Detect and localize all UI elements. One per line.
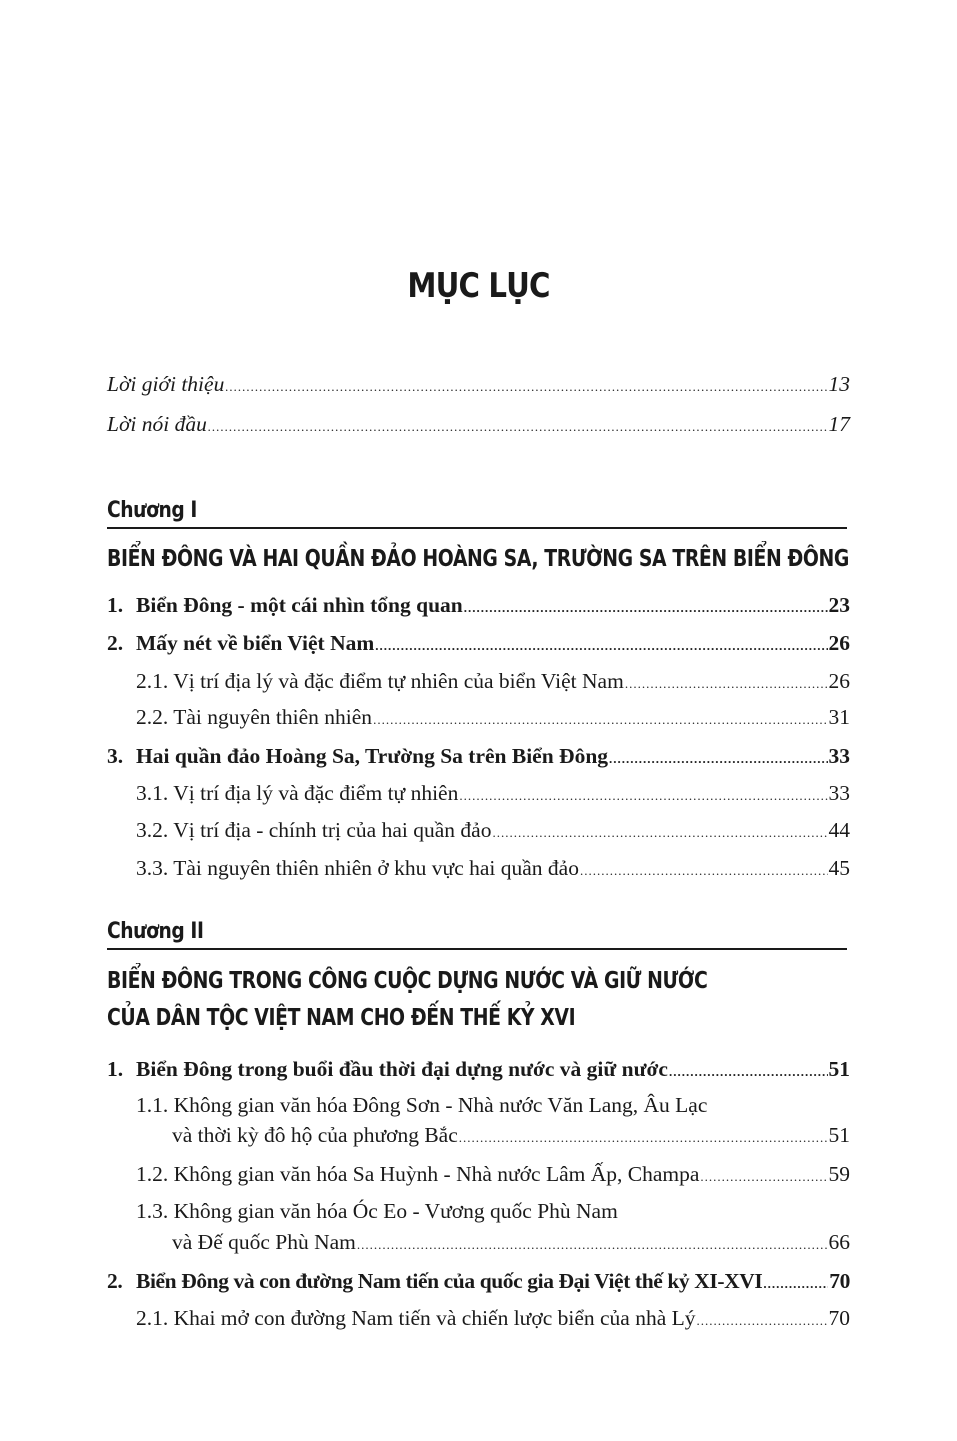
dot-leader <box>208 419 828 435</box>
page-number: 33 <box>828 781 850 805</box>
toc-entry <box>136 669 850 699</box>
entry-title: 3.2. Vị trí địa - chính trị của hai quần đảo <box>136 818 492 842</box>
chapter-label: Chương I <box>107 498 197 523</box>
page-number: 70 <box>828 1306 850 1330</box>
toc-entry <box>136 1162 850 1192</box>
toc-entry-continuation <box>172 1230 850 1260</box>
page-number: 17 <box>828 412 850 436</box>
entry-title: và Đế quốc Phù Nam <box>172 1230 356 1254</box>
entry-number: 1. <box>107 1057 124 1081</box>
entry-title: Lời nói đầu <box>107 412 207 436</box>
page-number: 26 <box>828 631 850 655</box>
page-number: 31 <box>828 705 850 729</box>
toc-entry <box>107 372 850 402</box>
page-number: 44 <box>828 818 850 842</box>
entry-number: 1. <box>107 593 124 617</box>
chapter-label: Chương II <box>107 919 204 944</box>
toc-entry <box>136 1199 850 1229</box>
chapter-heading: BIỂN ĐÔNG VÀ HAI QUẦN ĐẢO HOÀNG SA, TRƯỜNG SA TRÊN BIỂN ĐÔNG <box>107 546 849 572</box>
entry-title: 2.2. Tài nguyên thiên nhiên <box>136 705 373 729</box>
dot-leader <box>625 676 828 692</box>
page-number: 13 <box>828 372 850 396</box>
divider <box>107 948 847 950</box>
divider <box>107 527 847 529</box>
dot-leader <box>375 638 827 654</box>
page-number: 45 <box>828 856 850 880</box>
entry-number: 2. <box>107 631 124 655</box>
dot-leader <box>763 1276 828 1292</box>
dot-leader <box>357 1237 828 1253</box>
toc-entry <box>136 1306 850 1336</box>
toc-entry <box>107 631 850 661</box>
entry-title: 2.1. Vị trí địa lý và đặc điểm tự nhiên của biển Việt Nam <box>136 669 624 693</box>
chapter-heading: BIỂN ĐÔNG TRONG CÔNG CUỘC DỰNG NƯỚC VÀ GIỮ NƯỚC <box>107 968 708 994</box>
entry-number: 2. <box>107 1269 123 1293</box>
dot-leader <box>464 600 828 616</box>
entry-title: Biển Đông - một cái nhìn tổng quan <box>136 593 463 617</box>
dot-leader <box>459 1130 828 1146</box>
chapter-heading: CỦA DÂN TỘC VIỆT NAM CHO ĐẾN THẾ KỶ XVI <box>107 1005 576 1031</box>
dot-leader <box>459 788 827 804</box>
page-number: 51 <box>828 1057 850 1081</box>
toc-entry <box>136 1093 850 1123</box>
toc-entry-continuation <box>172 1123 850 1153</box>
entry-number: 3. <box>107 744 124 768</box>
toc-entry <box>136 781 850 811</box>
dot-leader <box>492 825 827 841</box>
toc-entry <box>107 412 850 442</box>
entry-title: Biển Đông trong buổi đầu thời đại dựng nước và giữ nước <box>136 1057 668 1081</box>
entry-title: Hai quần đảo Hoàng Sa, Trường Sa trên Biển Đông <box>136 744 609 768</box>
page-number: 23 <box>828 593 850 617</box>
page-number: 59 <box>828 1162 850 1186</box>
dot-leader <box>225 379 827 395</box>
page-number: 51 <box>828 1123 850 1147</box>
entry-title: Lời giới thiệu <box>107 372 225 396</box>
entry-title: và thời kỳ đô hộ của phương Bắc <box>172 1123 458 1147</box>
entry-title: 1.3. Không gian văn hóa Óc Eo - Vương quốc Phù Nam <box>136 1199 618 1223</box>
entry-title: 3.3. Tài nguyên thiên nhiên ở khu vực hai quần đảo <box>136 856 579 880</box>
entry-title: Biển Đông và con đường Nam tiến của quốc gia Đại Việt thế kỷ XI-XVI <box>136 1269 763 1293</box>
toc-entry <box>107 1057 850 1087</box>
toc-entry <box>107 593 850 623</box>
entry-title: 3.1. Vị trí địa lý và đặc điểm tự nhiên <box>136 781 459 805</box>
dot-leader <box>580 863 828 879</box>
toc-entry <box>136 856 850 886</box>
dot-leader <box>700 1169 827 1185</box>
dot-leader <box>609 751 827 767</box>
dot-leader <box>697 1313 828 1329</box>
dot-leader <box>669 1064 828 1080</box>
toc-entry <box>136 818 850 848</box>
page-number: 70 <box>829 1269 850 1293</box>
toc-entry <box>136 705 850 735</box>
entry-title: 2.1. Khai mở con đường Nam tiến và chiến lược biển của nhà Lý <box>136 1306 696 1330</box>
page-number: 33 <box>828 744 850 768</box>
dot-leader <box>373 712 827 728</box>
page-number: 26 <box>828 669 850 693</box>
page-number: 66 <box>828 1230 850 1254</box>
entry-title: 1.2. Không gian văn hóa Sa Huỳnh - Nhà nước Lâm Ấp, Champa <box>136 1162 700 1186</box>
page-title: MỤC LỤC <box>407 266 550 306</box>
toc-entry <box>107 744 850 774</box>
toc-entry <box>107 1269 850 1299</box>
entry-title: 1.1. Không gian văn hóa Đông Sơn - Nhà nước Văn Lang, Âu Lạc <box>136 1093 708 1117</box>
entry-title: Mấy nét về biển Việt Nam <box>136 631 375 655</box>
